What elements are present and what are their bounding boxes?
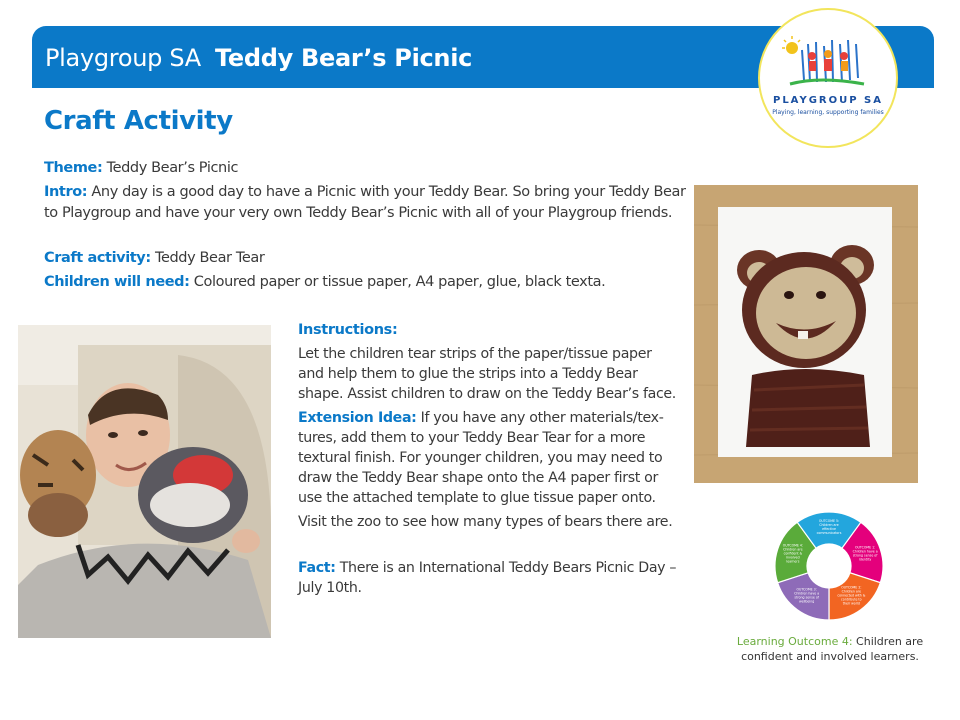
extension-line-5: use the attached template to glue tissue paper onto. xyxy=(298,490,656,506)
fact-label: Fact: xyxy=(298,560,336,576)
craft-activity-text: Teddy Bear Tear xyxy=(154,250,265,266)
wheel-segment-label: OUTCOME 4: Children are confident & involved learners xyxy=(782,543,803,564)
instructions-heading: Instructions: xyxy=(298,322,398,338)
caption-prefix: Learning Outcome 4: xyxy=(736,635,853,648)
learning-outcomes-wheel xyxy=(774,511,884,621)
fact-text-2: July 10th. xyxy=(298,580,362,596)
theme-line xyxy=(44,156,238,180)
caption-text-2: confident and involved learners. xyxy=(741,650,919,663)
extension-line-4: draw the Teddy Bear shape onto the A4 paper first or xyxy=(298,470,658,486)
header-title: Teddy Bear’s Picnic xyxy=(215,44,473,72)
theme-label: Theme: xyxy=(44,160,103,176)
instructions-line-1: Let the children tear strips of the paper/tissue paper xyxy=(298,346,652,362)
wheel-segment-label: OUTCOME 2: Children are connected with & contribute to their world xyxy=(837,585,866,606)
extension-first: If you have any other materials/tex- xyxy=(420,410,664,426)
fact-line-1 xyxy=(298,558,678,578)
intro-text-2: to Playgroup and have your very own Teddy Bear’s Picnic with all of your Playgroup friends. xyxy=(44,205,673,221)
wheel-segment-label: OUTCOME 3: Children have a strong sense of wellbeing xyxy=(794,587,820,604)
logo-figures-icon xyxy=(760,10,896,146)
teddy-bear-artwork-photo xyxy=(694,185,918,483)
extension-line-2: tures, add them to your Teddy Bear Tear for a more xyxy=(298,430,646,446)
child-with-teddies-photo xyxy=(18,325,271,638)
fact-text-1: There is an International Teddy Bears Picnic Day – xyxy=(339,560,677,576)
extension-line-1 xyxy=(298,408,678,428)
extension-line-3: textural finish. For younger children, you may need to xyxy=(298,450,663,466)
caption-text-1: Children are xyxy=(856,635,924,648)
zoo-line: Visit the zoo to see how many types of bears there are. xyxy=(298,514,673,530)
instructions-line-3: shape. Assist children to draw on the Teddy Bear’s face. xyxy=(298,386,676,402)
intro-text-1: Any day is a good day to have a Picnic with your Teddy Bear. So bring your Teddy Bear xyxy=(91,184,686,200)
page-title: Craft Activity xyxy=(44,106,233,136)
instructions-line-2: and help them to glue the strips into a Teddy Bear xyxy=(298,366,638,382)
wheel-segment-label: OUTCOME 5: Children are effective communicators xyxy=(816,519,842,535)
logo-tagline: Playing, learning, supporting families xyxy=(772,109,884,116)
children-need-line xyxy=(44,270,605,294)
theme-text: Teddy Bear’s Picnic xyxy=(106,160,239,176)
craft-activity-label: Craft activity: xyxy=(44,250,151,266)
craft-activity-line xyxy=(44,246,264,270)
children-need-label: Children will need: xyxy=(44,274,190,290)
children-need-text: Coloured paper or tissue paper, A4 paper, glue, black texta. xyxy=(193,274,606,290)
header-brand: Playgroup SA xyxy=(45,44,201,72)
playgroup-logo xyxy=(758,8,898,148)
extension-label: Extension Idea: xyxy=(298,410,417,426)
intro-label: Intro: xyxy=(44,184,88,200)
logo-name: PLAYGROUP SA xyxy=(772,95,883,106)
wheel-segment-label: OUTCOME 1: Children have a strong sense of identity xyxy=(852,545,878,562)
outcome-caption xyxy=(735,634,925,664)
